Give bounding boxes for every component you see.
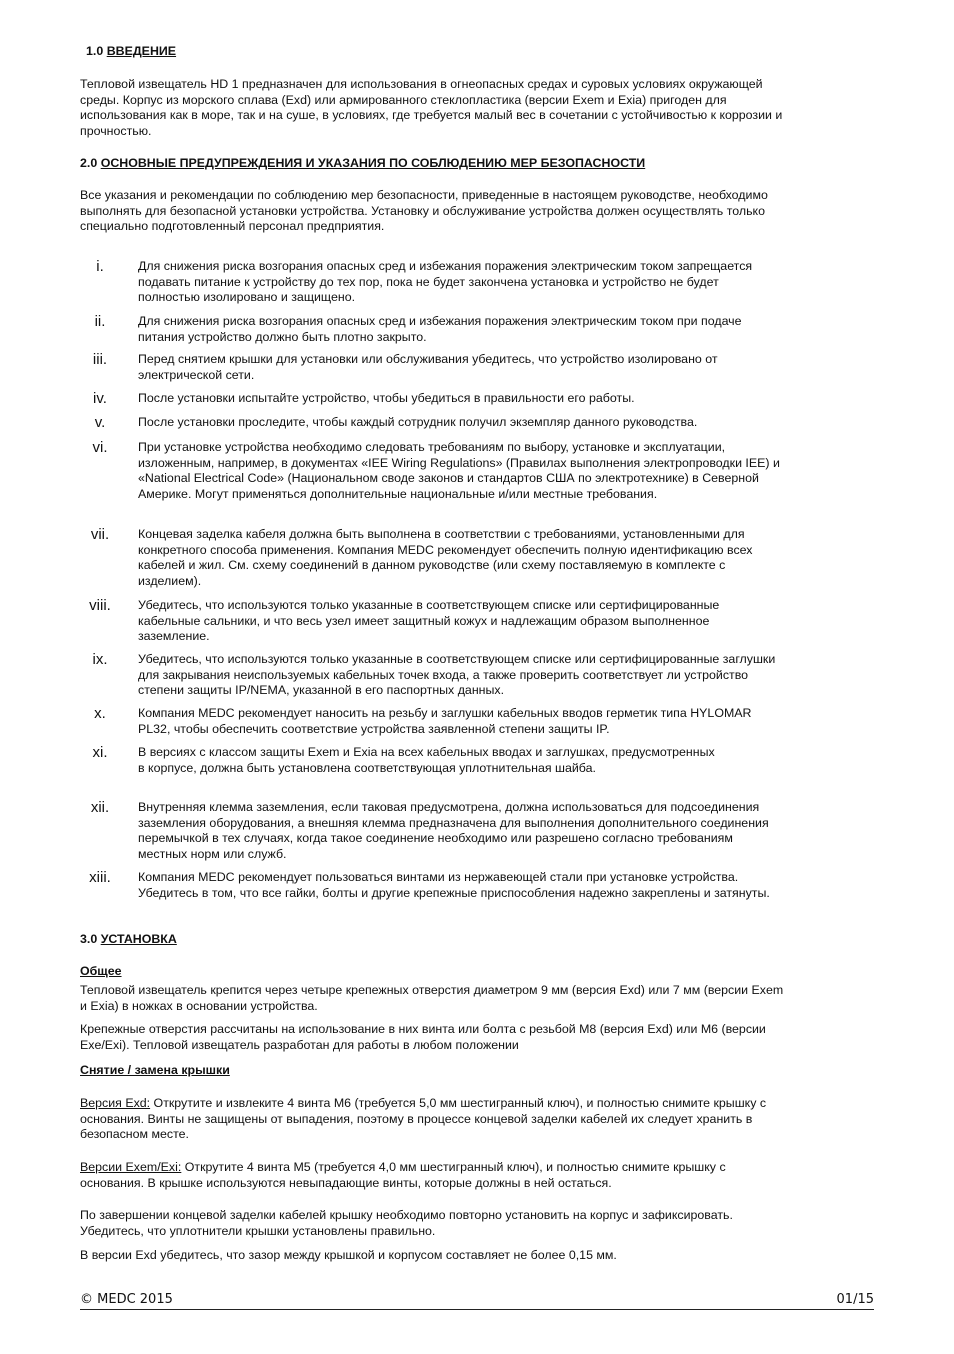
footer-page-number: 01/15 [836, 1292, 874, 1307]
item-text: После установки испытайте устройство, чтобы убедиться в правильности его работы. [138, 391, 635, 405]
section-3-title: УСТАНОВКА [100, 932, 177, 946]
section-3-number: 3.0 [80, 932, 98, 946]
general-paragraph-1: Тепловой извещатель крепится через четыре крепежных отверстия диаметром 9 мм (версия Exd) или 7 мм (версии Exem и Exia) в ножках в основании устройства. [80, 983, 784, 1013]
section-1-number: 1.0 [86, 44, 104, 58]
section-2-title: ОСНОВНЫЕ ПРЕДУПРЕЖДЕНИЯ И УКАЗАНИЯ ПО СОБЛЮДЕНИЮ МЕР БЕЗОПАСНОСТИ [100, 156, 646, 170]
item-text: Концевая заделка кабеля должна быть выполнена в соответствии с требованиями, установленными для конкретного способа применения. Компания MEDC рекомендует обеспечить полную идентификацию всех кабелей и жил. См. схему соединений в данном руководстве (или схему поставляемую в комплекте с изделием). [138, 527, 753, 588]
gap-paragraph: В версии Exd убедитесь, что зазор между крышкой и корпусом составляет не более 0,15 мм. [80, 1248, 617, 1262]
page-footer [80, 1292, 874, 1310]
item-number: i. [96, 258, 104, 275]
exd-label: Версия Exd: [80, 1096, 151, 1110]
item-number: viii. [89, 597, 111, 614]
item-text: Для снижения риска возгорания опасных сред и избежания поражения электрическим током при подаче питания устройство должно быть плотно закрыто. [138, 314, 742, 344]
item-text: Убедитесь, что используются только указанные в соответствующем списке или сертифицированные кабельные сальники, и что весь узел имеет защитный кожух и надлежащим образом выполненное заземление. [138, 598, 720, 644]
exd-text: Открутите и извлеките 4 винта M6 (требуется 5,0 мм шестигранный ключ), и полностью снимите крышку с основания. Винты не защищены от выпадения, поэтому в процессе концевой заделки кабелей их следует хранить в безопасном месте. [80, 1096, 767, 1142]
item-number: ix. [92, 651, 108, 668]
item-number: xi. [92, 744, 108, 761]
item-text: Перед снятием крышки для установки или обслуживания убедитесь, что устройство изолировано от электрической сети. [138, 352, 718, 382]
item-number: iii. [92, 351, 108, 368]
section-2-heading [80, 156, 645, 172]
general-paragraph-2: Крепежные отверстия рассчитаны на использование в них винта или болта с резьбой M8 (версия Exd) или M6 (версии Exe/Exi). Тепловой извещатель разработан для работы в любом положении [80, 1022, 766, 1052]
exem-text: Открутите 4 винта M5 (требуется 4,0 мм шестигранный ключ), и полностью снимите крышку с основания. В крышке используются невыпадающие винты, которые должны в ней остаться. [80, 1160, 726, 1190]
item-number: vi. [92, 439, 108, 456]
footer-copyright: © MEDC 2015 [80, 1292, 173, 1307]
item-number: ii. [94, 313, 106, 330]
item-text: Компания MEDC рекомендует наносить на резьбу и заглушки кабельных вводов герметик типа HYLOMAR PL32, чтобы обеспечить соответствие устройства заявленной степени защиты IP. [138, 706, 752, 736]
item-number: x. [94, 705, 106, 722]
exd-paragraph [80, 1096, 790, 1143]
section-1-title: ВВЕДЕНИЕ [106, 44, 177, 58]
item-text: При установке устройства необходимо следовать требованиям по выбору, установке и эксплуатации, изложенным, например, в документах «IEE Wiring Regulations» (Правилах выполнения электропроводки IEE) и «National Electrical Code» (Национальном своде законов и стандартов США по электротехнике) в Северной Америке. Могут применяться дополнительные национальные и/или местные требования. [138, 440, 780, 501]
exem-label: Версии Exem/Exi: [80, 1160, 182, 1174]
item-number: v. [94, 414, 106, 431]
section-1-heading [86, 44, 176, 60]
exem-paragraph [80, 1160, 790, 1191]
item-number: iv. [93, 390, 107, 407]
item-text: Убедитесь, что используются только указанные в соответствующем списке или сертифицированные заглушки для закрывания неиспользуемых кабельных точек входа, а также проверить соответствует ли устройство степени защиты IP/NEMA, указанной в его паспортных данных. [138, 652, 776, 698]
section-2-intro: Все указания и рекомендации по соблюдению мер безопасности, приведенные в настоящем руководстве, необходимо выполнять для безопасной установки устройства. Установку и обслуживание устройства должен осуществлять только специально подготовленный персонал предприятия. [80, 188, 768, 234]
cover-subheading: Снятие / замена крышки [80, 1063, 230, 1077]
after-paragraph: По завершении концевой заделки кабелей крышку необходимо повторно установить на корпус и зафиксировать. Убедитесь, что уплотнители крышки установлены правильно. [80, 1208, 733, 1238]
item-text: После установки проследите, чтобы каждый сотрудник получил экземпляр данного руководства. [138, 415, 698, 429]
item-text: Внутренняя клемма заземления, если таковая предусмотрена, должна использоваться для подсоединения заземления оборудования, а внешняя клемма предназначена для выполнения дополнительного соединения перемычкой в тех случаях, когда такое соединение необходимо или разрешено согласно требованиям местных норм или служб. [138, 800, 769, 861]
section-3-heading [80, 932, 177, 948]
item-number: xiii. [89, 869, 111, 886]
item-text: В версиях с классом защиты Exem и Exia на всех кабельных вводах и заглушках, предусмотренных в корпусе, должна быть установлена соответствующая уплотнительная шайба. [138, 745, 715, 775]
item-number: vii. [90, 526, 110, 543]
section-1-paragraph: Тепловой извещатель HD 1 предназначен для использования в огнеопасных средах и суровых условиях окружающей среды. Корпус из морского сплава (Exd) или армированного стеклопластика (версии Exem и Exia) пригоден для использования как в море, так и на суше, в условиях, где требуется малый вес в сочетании с устойчивостью к коррозии и прочностью. [80, 77, 783, 138]
section-2-number: 2.0 [80, 156, 98, 170]
general-subheading: Общее [80, 964, 122, 978]
item-text: Компания MEDC рекомендует пользоваться винтами из нержавеющей стали при установке устройства. Убедитесь в том, что все гайки, болты и другие крепежные приспособления надежно закреплены и затянуты. [138, 870, 770, 900]
item-text: Для снижения риска возгорания опасных сред и избежания поражения электрическим током запрещается подавать питание к устройству до тех пор, пока не будет закончена установка и устройство не будет полностью изолировано и защищено. [138, 259, 753, 305]
item-number: xii. [90, 799, 110, 816]
